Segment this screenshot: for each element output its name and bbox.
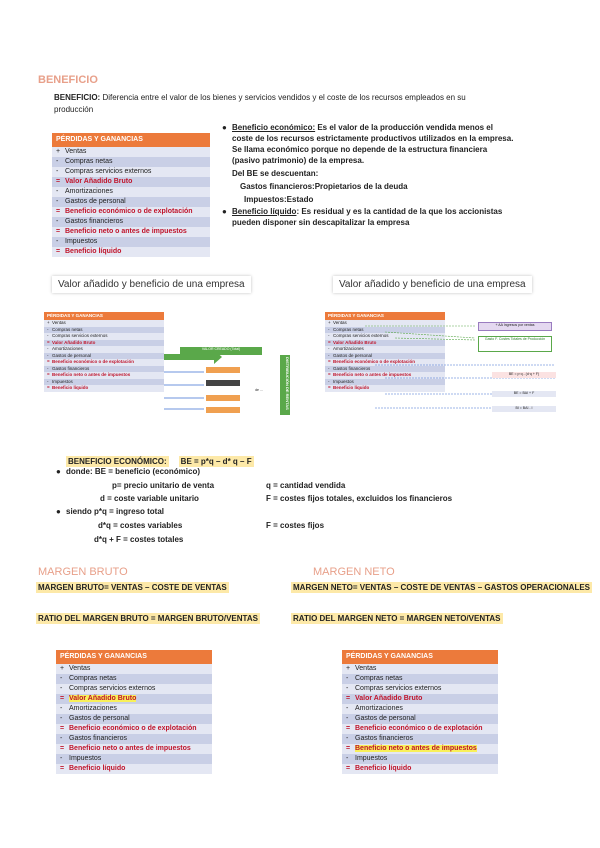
- pg-table-header: PÉRDIDAS Y GANANCIAS: [52, 133, 210, 147]
- pg-row-label: Gastos de personal: [52, 352, 92, 358]
- pg-table-row: [52, 177, 210, 187]
- pg-table-row: [52, 237, 210, 247]
- margen-bruto-title: MARGEN BRUTO: [38, 566, 128, 578]
- pg-row-label: Amortizaciones: [52, 346, 83, 351]
- note-bai: BE = BAI + F: [492, 391, 556, 397]
- pg-row-sign: -: [346, 685, 349, 692]
- pg-row-sign: -: [56, 188, 59, 195]
- pg-row-label: Compras servicios externos: [65, 168, 152, 175]
- pg-row-label: Compras netas: [333, 326, 364, 332]
- pg-table-row: [56, 724, 212, 734]
- pg-row-sign: =: [346, 725, 351, 732]
- flow-box-2: [206, 380, 240, 386]
- pg-row-sign: -: [56, 218, 59, 225]
- pg-row-label: Compras netas: [355, 675, 403, 682]
- pg-table-row: [342, 734, 498, 744]
- pg-row-sign: =: [346, 695, 351, 702]
- pg-row-label: Ventas: [65, 148, 87, 155]
- pg-row-sign: +: [60, 665, 65, 672]
- note-bi: BI = BAI - I: [492, 406, 556, 412]
- pg-row-sign: -: [60, 755, 63, 762]
- pg-row-label: Impuestos: [355, 755, 388, 762]
- note-gasto: Gasto F. Costes Totales de Producción: [478, 336, 552, 352]
- pg-row-sign: +: [328, 320, 331, 325]
- pg-row-sign: =: [346, 745, 351, 752]
- pg-row-sign: +: [47, 320, 50, 325]
- pg-row-label: Amortizaciones: [333, 346, 364, 351]
- pg-row-label: Ventas: [52, 320, 66, 325]
- flow-box-4: [206, 407, 240, 413]
- pg-row-sign: -: [47, 346, 49, 351]
- pg-row-label: Beneficio neto o antes de impuestos: [52, 372, 131, 377]
- pg-row-sign: =: [47, 339, 50, 345]
- pg-row-sign: =: [328, 385, 331, 390]
- pg-row-label: Valor Añadido Bruto: [69, 695, 137, 702]
- pg-table-row: [342, 744, 498, 754]
- pg-row-sign: -: [346, 715, 349, 722]
- pg-row-label: Valor Añadido Bruto: [65, 178, 133, 185]
- pg-row-sign: =: [47, 385, 50, 390]
- ratio-margen-neto-formula: RATIO DEL MARGEN NETO = MARGEN NETO/VENTAS: [293, 614, 501, 623]
- pg-row-label: Impuestos: [52, 378, 73, 384]
- pg-row-sign: =: [47, 372, 50, 377]
- pg-row-label: Beneficio líquido: [69, 765, 126, 772]
- pg-table-row: [56, 684, 212, 694]
- be-formula-title: BENEFICIO ECONÓMICO:: [68, 457, 167, 466]
- pg-row-label: Beneficio neto o antes de impuestos: [333, 372, 412, 377]
- pg-table-row: [56, 674, 212, 684]
- pg-row-sign: =: [60, 765, 65, 772]
- flow-box-3: [206, 395, 240, 401]
- pg-row-sign: -: [60, 735, 63, 742]
- pg-table-row: [52, 187, 210, 197]
- ratio-margen-bruto-formula: RATIO DEL MARGEN BRUTO = MARGEN BRUTO/VENTAS: [38, 614, 258, 623]
- pg-row-sign: =: [346, 765, 351, 772]
- note-be: BE = p·q - (d·q + F): [492, 372, 556, 378]
- pg-row-sign: =: [60, 725, 65, 732]
- pg-table-main: [52, 133, 210, 257]
- pg-table-row: [52, 227, 210, 237]
- pg-row-sign: =: [56, 228, 61, 235]
- diagram-left-arrows: [44, 310, 294, 420]
- pg-row-sign: -: [47, 352, 49, 358]
- pg-row-label: Compras servicios externos: [52, 333, 108, 338]
- pg-table-row: [342, 664, 498, 674]
- pg-table-row: [56, 754, 212, 764]
- beneficio-text: Diferencia entre el valor de los bienes y servicios vendidos y el coste de los recursos empleados en su: [100, 93, 466, 102]
- pg-row-sign: -: [328, 346, 330, 351]
- pg-table-row: [342, 724, 498, 734]
- pg-row-label: Gastos financieros: [52, 365, 90, 371]
- pg-row-sign: -: [346, 675, 349, 682]
- note-ingresos: + AA Ingresos por ventas: [478, 322, 552, 331]
- pg-table-row: [342, 684, 498, 694]
- pg-row-sign: -: [56, 158, 59, 165]
- pg-table-row: [342, 704, 498, 714]
- pg-row-label: Beneficio económico o de explotación: [333, 359, 416, 364]
- pg-row-label: Beneficio económico o de explotación: [65, 208, 193, 215]
- pg-table-row: [52, 217, 210, 227]
- pg-row-label: Impuestos: [65, 238, 98, 245]
- caption-left: Valor añadido y beneficio de una empresa: [52, 276, 251, 293]
- distribucion-bar: DISTRIBUCIÓN DE RENTAS: [280, 355, 290, 415]
- margen-bruto-formula: MARGEN BRUTO= VENTAS – COSTE DE VENTAS: [38, 583, 227, 592]
- pg-row-sign: =: [60, 695, 65, 702]
- pg-row-label: Impuestos: [69, 755, 102, 762]
- pg-row-label: Amortizaciones: [69, 705, 117, 712]
- pg-table-row: [342, 714, 498, 724]
- pg-row-sign: -: [60, 685, 63, 692]
- pg-row-sign: -: [47, 333, 49, 338]
- pg-row-label: Gastos financieros: [333, 365, 371, 371]
- side-note: de ...: [255, 388, 263, 392]
- pg-row-sign: =: [328, 359, 331, 364]
- pg-row-label: Compras servicios externos: [333, 333, 389, 338]
- pg-row-label: Ventas: [69, 665, 91, 672]
- pg-row-sign: =: [328, 339, 331, 345]
- pg-row-sign: -: [346, 735, 349, 742]
- pg-row-sign: =: [56, 178, 61, 185]
- pg-table-header: PÉRDIDAS Y GANANCIAS: [325, 312, 445, 320]
- be-legend: ● donde: BE = beneficio (económico) p= precio unitario de venta q = cantidad vendida d = coste variable unitario F = costes fijos totales, excluidos los financieros ● siendo p*q = ingreso total d*q = costes variables F = costes fijos d*q + F = costes totales: [56, 467, 453, 544]
- pg-table-row: [342, 674, 498, 684]
- pg-table-row: [56, 734, 212, 744]
- pg-row-sign: -: [328, 333, 330, 338]
- caption-right: Valor añadido y beneficio de una empresa: [333, 276, 532, 293]
- pg-row-label: Beneficio neto o antes de impuestos: [69, 745, 191, 752]
- pg-row-sign: -: [47, 326, 49, 332]
- pg-row-sign: -: [328, 352, 330, 358]
- pg-row-label: Beneficio líquido: [355, 765, 412, 772]
- flow-box-1: [206, 367, 240, 373]
- pg-row-sign: -: [60, 715, 63, 722]
- pg-row-sign: =: [60, 745, 65, 752]
- pg-table-row: [52, 157, 210, 167]
- bullet-icon: ●: [222, 207, 227, 216]
- pg-table-row: [56, 704, 212, 714]
- pg-table-row: [342, 754, 498, 764]
- beneficio-definition: [54, 92, 574, 103]
- pg-row-label: Compras servicios externos: [69, 685, 156, 692]
- pg-table-row: [52, 247, 210, 257]
- pg-row-sign: -: [47, 378, 49, 384]
- pg-row-label: Beneficio líquido: [65, 248, 122, 255]
- pg-row-label: Gastos financieros: [69, 735, 127, 742]
- pg-table-row: [56, 764, 212, 774]
- pg-row-label: Gastos financieros: [65, 218, 123, 225]
- pg-row-label: Gastos de personal: [355, 715, 416, 722]
- pg-row-sign: -: [60, 705, 63, 712]
- pg-row-label: Compras netas: [69, 675, 117, 682]
- pg-row-sign: -: [328, 378, 330, 384]
- beneficio-label: BENEFICIO:: [54, 93, 101, 102]
- pg-row-label: Valor Añadido Bruto: [355, 695, 423, 702]
- pg-row-label: Gastos de personal: [65, 198, 126, 205]
- pg-row-label: Beneficio neto o antes de impuestos: [65, 228, 187, 235]
- margen-neto-formula: MARGEN NETO= VENTAS – COSTE DE VENTAS – GASTOS OPERACIONALES: [293, 583, 591, 592]
- bullet-icon: ●: [222, 123, 227, 132]
- pg-row-label: Valor Añadido Bruto: [333, 339, 377, 345]
- pg-table-row: [52, 197, 210, 207]
- pg-row-label: Amortizaciones: [65, 188, 113, 195]
- pg-table-header: PÉRDIDAS Y GANANCIAS: [342, 650, 498, 664]
- pg-row-sign: -: [56, 198, 59, 205]
- pg-table-row: [56, 744, 212, 754]
- pg-row-sign: -: [56, 238, 59, 245]
- pg-row-sign: -: [60, 675, 63, 682]
- pg-table-margen-neto: [342, 650, 498, 774]
- margen-neto-title: MARGEN NETO: [313, 566, 395, 578]
- pg-row-sign: -: [346, 755, 349, 762]
- pg-row-label: Beneficio económico o de explotación: [355, 725, 483, 732]
- pg-table-header: PÉRDIDAS Y GANANCIAS: [56, 650, 212, 664]
- pg-row-sign: =: [47, 359, 50, 364]
- pg-table-margen-bruto: [56, 650, 212, 774]
- pg-table-row: [52, 207, 210, 217]
- beneficio-definition-cont: producción: [54, 105, 94, 114]
- pg-row-label: Gastos de personal: [333, 352, 373, 358]
- pg-row-label: Beneficio líquido: [333, 385, 370, 390]
- pg-table-row: [56, 664, 212, 674]
- pg-row-label: Beneficio económico o de explotación: [69, 725, 197, 732]
- pg-row-sign: =: [328, 372, 331, 377]
- pg-row-label: Impuestos: [333, 378, 354, 384]
- bullet-icon: ●: [56, 507, 61, 516]
- pg-row-sign: -: [328, 326, 330, 332]
- pg-row-label: Gastos de personal: [69, 715, 130, 722]
- pg-row-sign: -: [346, 705, 349, 712]
- pg-row-label: Compras servicios externos: [355, 685, 442, 692]
- pg-table-row: [342, 764, 498, 774]
- pg-row-label: Beneficio neto o antes de impuestos: [355, 745, 477, 752]
- pg-row-label: Ventas: [355, 665, 377, 672]
- econ-definition: ● Beneficio económico: Es el valor de la producción vendida menos el coste de los recursos estrictamente productivos utilizados en la empresa. Se llama económico porque no depende de la estructura financiera (pasivo patrimonio) de la empresa. Del BE se descuentan: Gastos financieros:Propietarios de la deuda Impuestos:Estado ● Beneficio líquido: Es residual y es la cantidad de la que los accionistas pueden disponer sin descapitalizar la empresa: [222, 123, 514, 227]
- pg-row-sign: -: [328, 365, 330, 371]
- pg-row-sign: +: [346, 665, 351, 672]
- valor-creado-box: VALOR CREADO (Total): [180, 347, 262, 355]
- pg-row-label: Gastos financieros: [355, 735, 413, 742]
- pg-row-label: Ventas: [333, 320, 347, 325]
- pg-row-label: Compras netas: [52, 326, 83, 332]
- pg-row-sign: =: [56, 248, 61, 255]
- pg-table-row: [56, 714, 212, 724]
- be-formula: BE = p*q – d* q – F: [180, 457, 252, 466]
- pg-table-row: [56, 694, 212, 704]
- pg-table-row: [52, 167, 210, 177]
- pg-row-label: Beneficio económico o de explotación: [52, 359, 135, 364]
- pg-table-row: [342, 694, 498, 704]
- beneficio-title: BENEFICIO: [38, 74, 98, 86]
- pg-row-label: Valor Añadido Bruto: [52, 339, 96, 345]
- pg-row-sign: +: [56, 148, 61, 155]
- pg-row-sign: -: [47, 365, 49, 371]
- pg-row-label: Compras netas: [65, 158, 113, 165]
- pg-row-sign: =: [56, 208, 61, 215]
- pg-row-sign: -: [56, 168, 59, 175]
- pg-table-header: PÉRDIDAS Y GANANCIAS: [44, 312, 164, 320]
- pg-row-label: Amortizaciones: [355, 705, 403, 712]
- pg-row-label: Beneficio líquido: [52, 385, 89, 390]
- bullet-icon: ●: [56, 467, 61, 476]
- pg-table-row: [52, 147, 210, 157]
